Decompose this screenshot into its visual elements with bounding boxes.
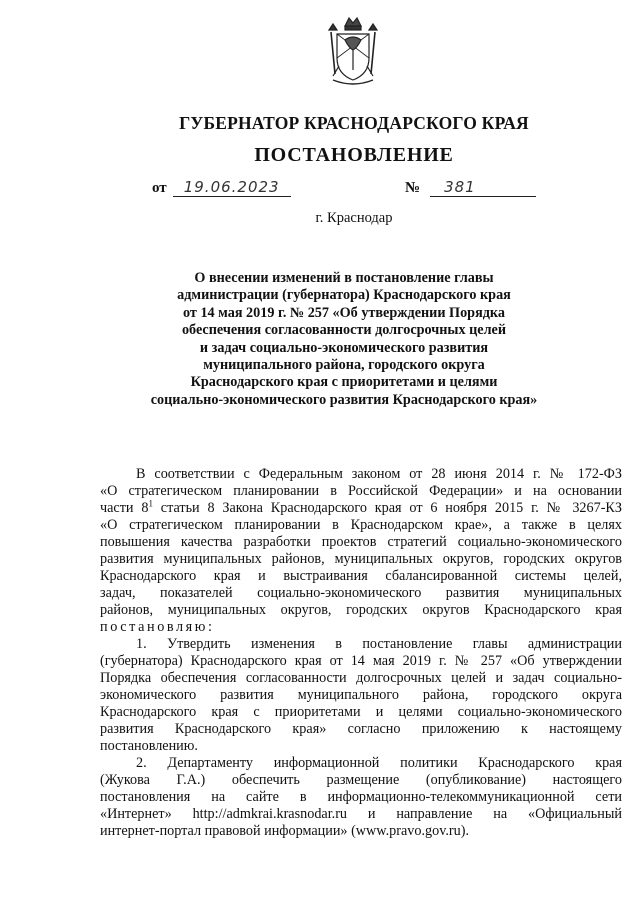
date-value: 19.06.2023 [173,178,291,197]
date-prefix: от [152,180,167,196]
body-line: постановлению. [100,738,198,754]
body-line: районов, муниципальных округов, городских округов Краснодарского края [100,602,622,618]
title-line: обеспечения согласованности долгосрочных целей [181,322,507,339]
body-text: части 8 [100,500,149,516]
body-line: задач, показателей социально-экономического развития муниципальных [100,585,622,601]
body-line: «Интернет» http://admkrai.krasnodar.ru и направление на «Официальный [100,806,622,822]
title-line: от 14 мая 2019 г. № 257 «Об утверждении Порядка [183,304,505,321]
body-text: статьи 8 Закона Краснодарского края от 6 ноября 2015 г. № 3267-КЗ [152,500,622,516]
body-line: В соответствии с Федеральным законом от 28 июня 2014 г. № 172-ФЗ [136,466,622,482]
body-line: 2. Департаменту информационной политики Краснодарского края [136,755,622,771]
decree-word: постановляю: [100,619,215,635]
body-line: развития Краснодарского края» согласно приложению к настоящему [100,721,622,737]
title-line: муниципального района, городского округа [203,357,485,374]
body-line: «О стратегическом планировании в Краснодарском крае», а также в целях [100,517,622,533]
title-line: и задач социально-экономического развития [199,339,489,356]
coat-of-arms-icon [325,14,381,88]
body-line: экономического развития муниципального района, городского округа [100,687,622,703]
body-line: постановления на сайте в информационно-телекоммуникационной сети [100,789,622,805]
body-line: повышения качества разработки проектов стратегий социально-экономического [100,534,622,550]
document-body [100,466,622,840]
body-line: интернет-портал правовой информации» (www.pravo.gov.ru). [100,823,469,839]
body-line: Краснодарского края и выстраивания сбалансированной системы целей, [100,568,622,584]
document-type: ПОСТАНОВЛЕНИЕ [254,144,454,166]
title-line: администрации (губернатора) Краснодарского края [177,287,511,304]
number-prefix: № [405,180,421,196]
authority-title: ГУБЕРНАТОР КРАСНОДАРСКОГО КРАЯ [179,113,529,133]
title-line: О внесении изменений в постановление главы [194,270,494,286]
body-line: «О стратегическом планировании в Российской Федерации» и на основании [100,483,622,499]
date-field [152,178,291,197]
body-line: Порядка обеспечения согласованности долгосрочных целей и задач социально- [100,670,622,686]
body-line: развития муниципальных районов, муниципальных округов, городских округов [100,551,622,567]
body-line: (губернатора) Краснодарского края от 14 мая 2019 г. № 257 «Об утверждении [100,653,622,669]
city: г. Краснодар [315,210,393,226]
body-line: 1. Утвердить изменения в постановление главы администрации [136,636,622,652]
body-line: (Жукова Г.А.) обеспечить размещение (опубликование) настоящего [100,772,622,788]
body-line [100,500,622,517]
document-title [100,270,588,409]
number-value: 381 [430,178,536,197]
title-line: Краснодарского края с приоритетами и целями [190,374,498,391]
number-field [405,178,536,197]
title-line: социально-экономического развития Краснодарского края» [150,391,538,408]
superscript: 1 [148,498,153,509]
body-line: Краснодарского края с приоритетами и целями социально-экономического [100,704,622,720]
